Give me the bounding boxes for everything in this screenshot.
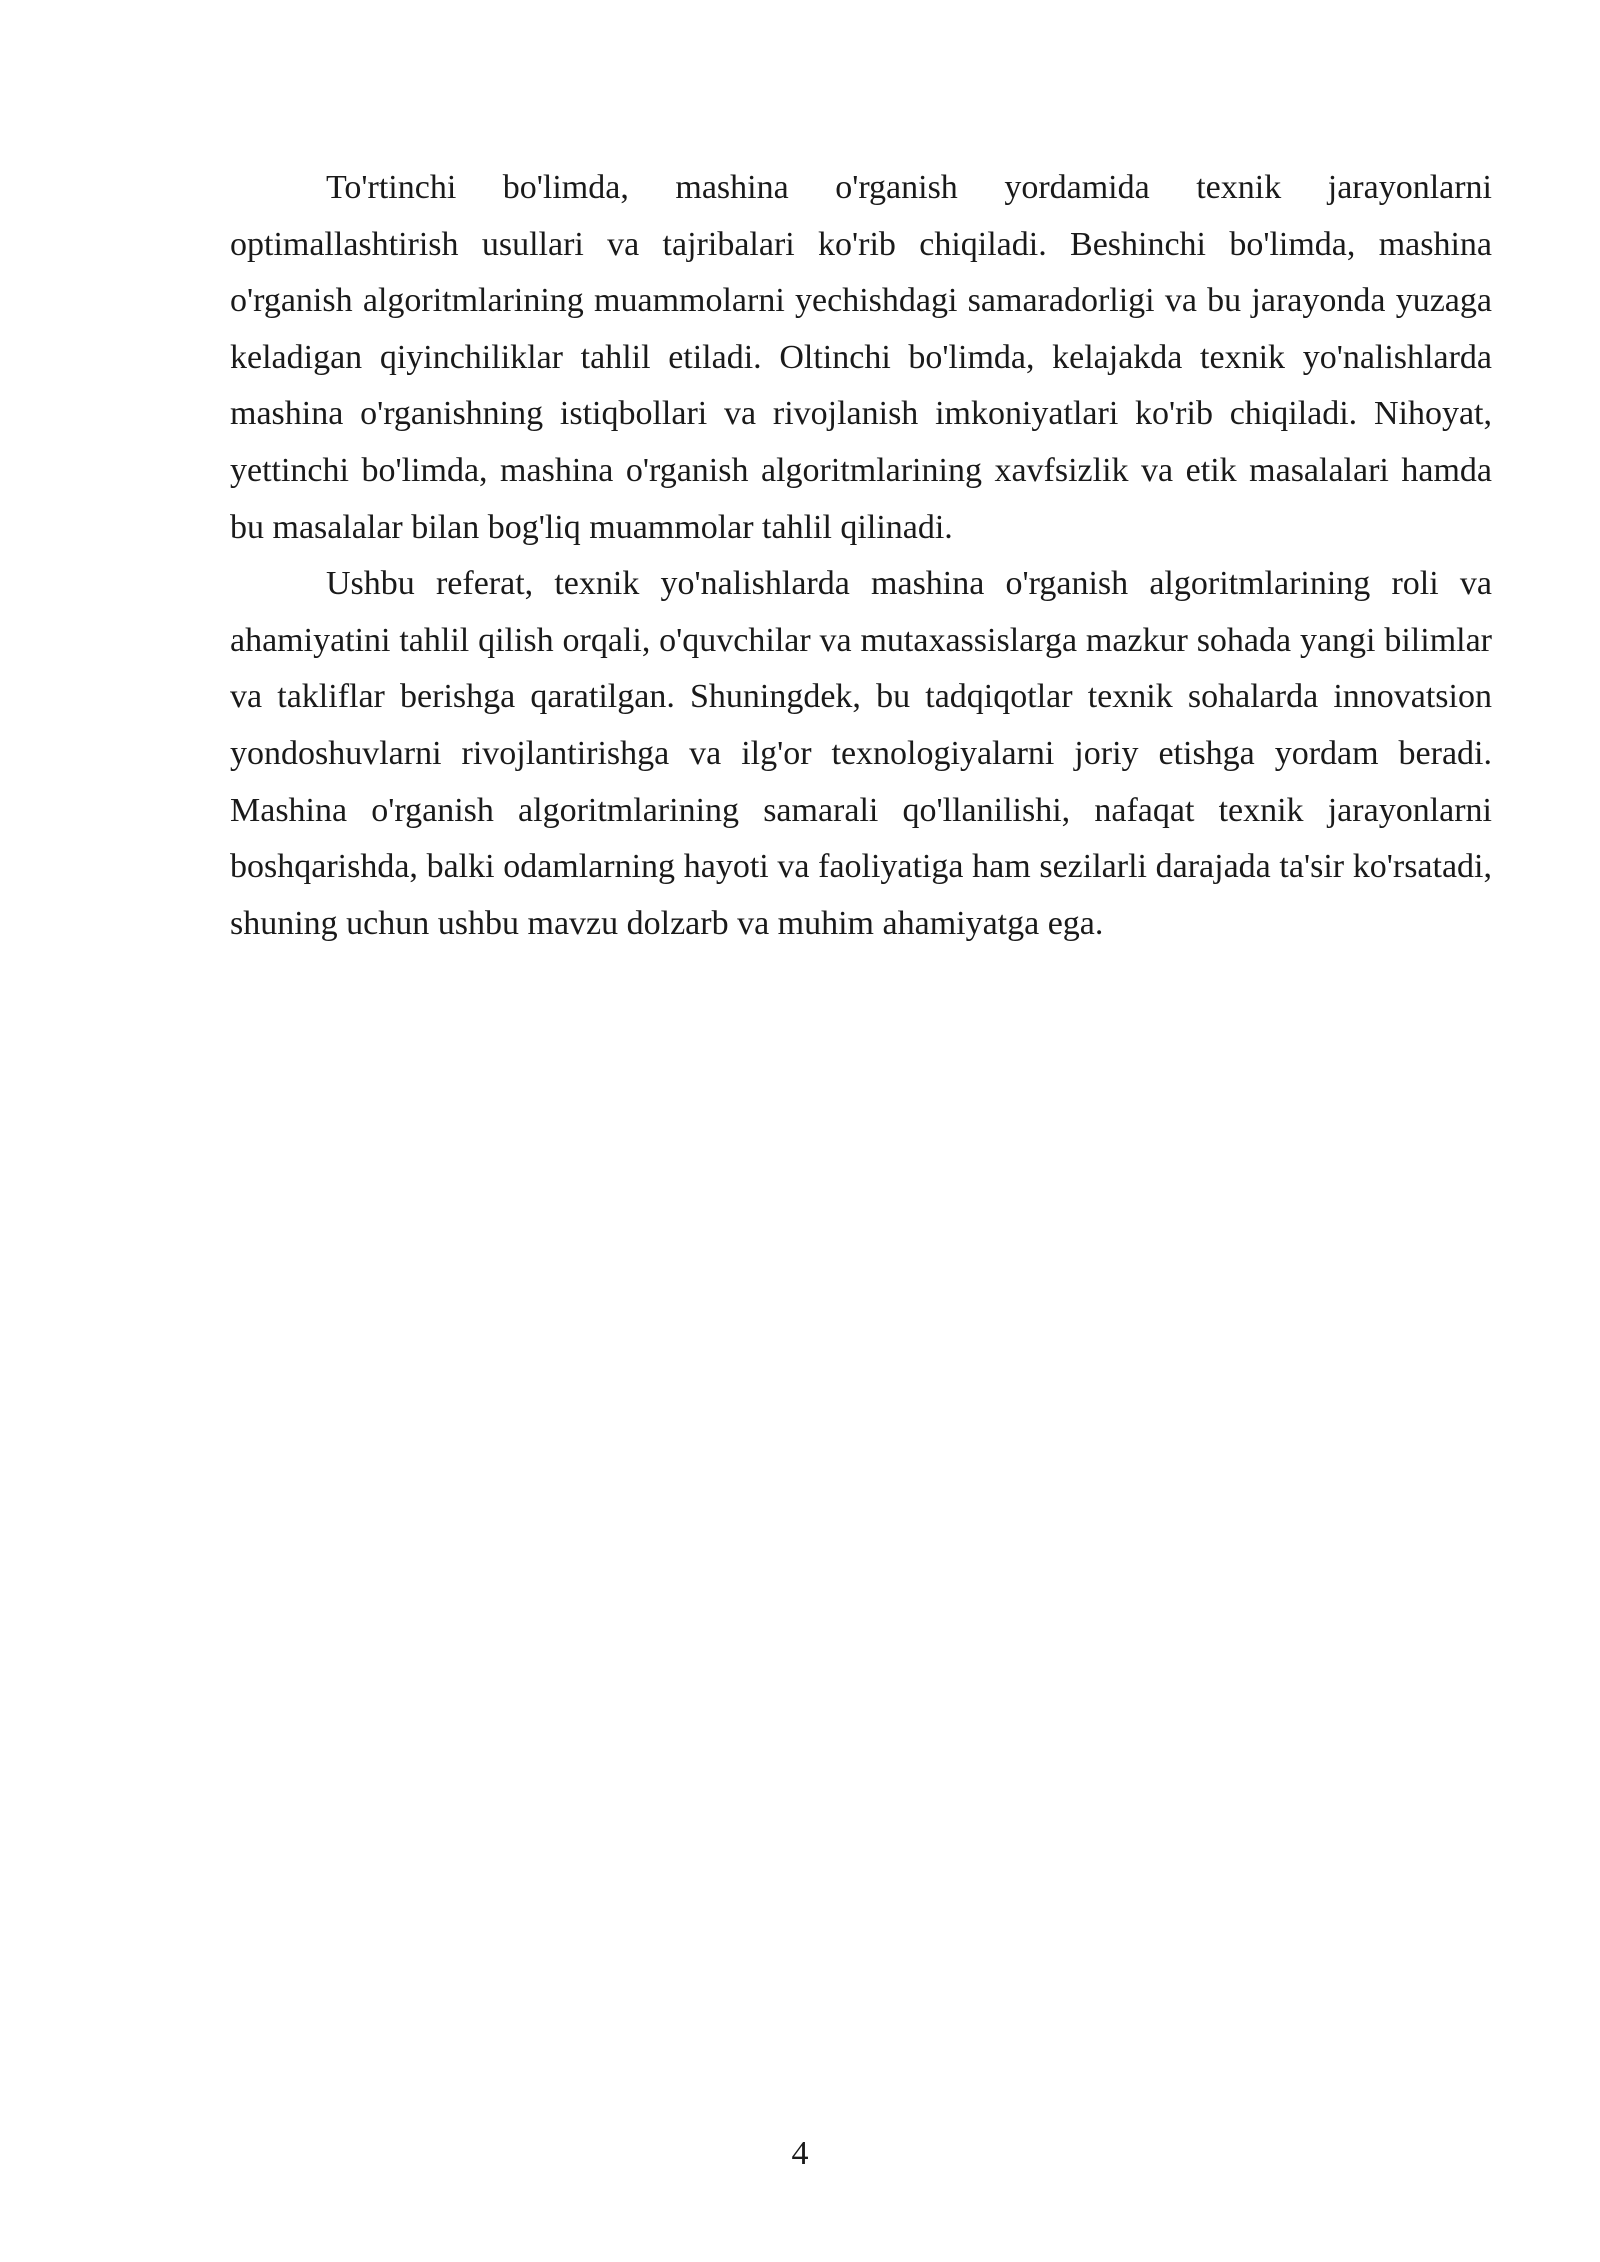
paragraph-abstract-purpose: Ushbu referat, texnik yo'nalishlarda mashina o'rganish algoritmlarining roli va ahamiyatini tahlil qilish orqali, o'quvchilar va mutaxassislarga mazkur sohada yangi bilimlar va takliflar berishga qaratilgan. Shuningdek, bu tadqiqotlar texnik sohalarda innovatsion yondoshuvlarni rivojlantirishga va ilg'or texnologiyalarni joriy etishga yordam beradi. Mashina o'rganish algoritmlarining samarali qo'llanilishi, nafaqat texnik jarayonlarni boshqarishda, balki odamlarning hayoti va faoliyatiga ham sezilarli darajada ta'sir ko'rsatadi, shuning uchun ushbu mavzu dolzarb va muhim ahamiyatga ega. — [230, 565, 1492, 942]
paragraph-sections-overview: To'rtinchi bo'limda, mashina o'rganish yordamida texnik jarayonlarni optimallashtirish usullari va tajribalari ko'rib chiqiladi. Beshinchi bo'limda, mashina o'rganish algoritmlarining muammolarni yechishdagi samaradorligi va bu jarayonda yuzaga keladigan qiyinchiliklar tahlil etiladi. Oltinchi bo'limda, kelajakda texnik yo'nalishlarda mashina o'rganishning istiqbollari va rivojlanish imkoniyatlari ko'rib chiqiladi. Nihoyat, yettinchi bo'limda, mashina o'rganish algoritmlarining xavfsizlik va etik masalalari hamda bu masalalar bilan bog'liq muammolar tahlil qilinadi. — [230, 169, 1492, 546]
body-text — [230, 160, 1492, 952]
page-number: 4 — [791, 2135, 809, 2172]
